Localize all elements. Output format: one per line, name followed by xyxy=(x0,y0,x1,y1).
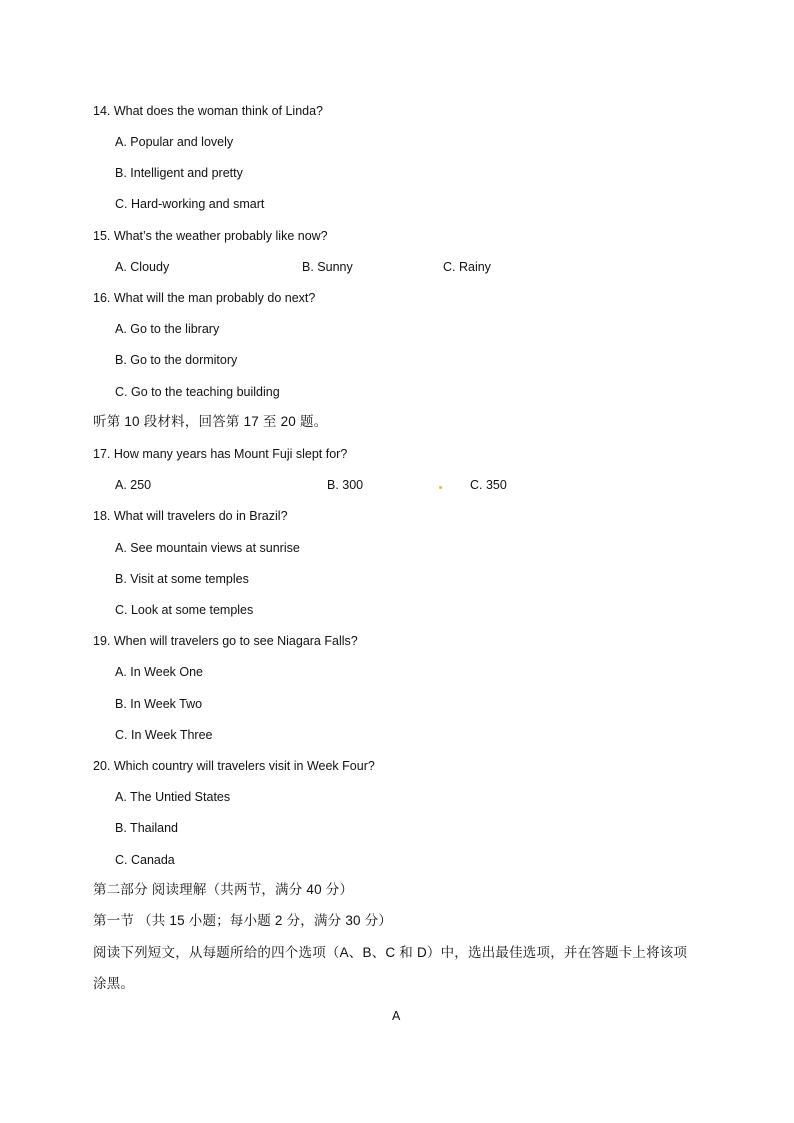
question-14-stem: 14. What does the woman think of Linda? xyxy=(93,104,324,118)
question-15-option-c: C. Rainy xyxy=(443,260,491,274)
question-20-option-c: C. Canada xyxy=(115,853,175,867)
question-17-option-a: A. 250 xyxy=(115,478,152,492)
question-14-option-b: B. Intelligent and pretty xyxy=(115,166,243,180)
question-16-option-a: A. Go to the library xyxy=(115,322,220,336)
question-15-stem: 15. What’s the weather probably like now? xyxy=(93,229,328,243)
question-20-option-b: B. Thailand xyxy=(115,821,179,835)
question-17-option-b: B. 300 xyxy=(327,478,364,492)
question-18-option-a: A. See mountain views at sunrise xyxy=(115,541,300,555)
question-17-stem: 17. How many years has Mount Fuji slept for? xyxy=(93,447,348,461)
question-18-stem: 18. What will travelers do in Brazil? xyxy=(93,509,288,523)
question-16-option-c: C. Go to the teaching building xyxy=(115,385,280,399)
question-18-option-b: B. Visit at some temples xyxy=(115,572,249,586)
question-16-option-b: B. Go to the dormitory xyxy=(115,353,238,367)
question-14-option-c: C. Hard-working and smart xyxy=(115,197,265,211)
question-19-stem: 19. When will travelers go to see Niagara Falls? xyxy=(93,634,358,648)
section-1-heading: 第一节 （共 15 小题；每小题 2 分，满分 30 分） xyxy=(93,913,393,928)
question-18-option-c: C. Look at some temples xyxy=(115,603,254,617)
question-19-option-c: C. In Week Three xyxy=(115,728,213,742)
question-14-option-a: A. Popular and lovely xyxy=(115,135,234,149)
question-17-option-c: C. 350 xyxy=(470,478,507,492)
instruction-line-2: 涂黑。 xyxy=(93,976,135,991)
question-15-option-b: B. Sunny xyxy=(302,260,353,274)
stray-dot xyxy=(439,486,442,489)
question-16-stem: 16. What will the man probably do next? xyxy=(93,291,316,305)
question-20-option-a: A. The Untied States xyxy=(115,790,231,804)
question-19-option-a: A. In Week One xyxy=(115,665,204,679)
part-2-heading: 第二部分 阅读理解（共两节，满分 40 分） xyxy=(93,882,354,897)
question-20-stem: 20. Which country will travelers visit in Week Four? xyxy=(93,759,375,773)
passage-label: A xyxy=(392,1009,401,1023)
question-19-option-b: B. In Week Two xyxy=(115,697,203,711)
question-15-option-a: A. Cloudy xyxy=(115,260,170,274)
instruction-line-1: 阅读下列短文，从每题所给的四个选项（A、B、C 和 D）中，选出最佳选项，并在答题卡上将该项 xyxy=(93,945,688,960)
section-note: 听第 10 段材料，回答第 17 至 20 题。 xyxy=(93,414,328,429)
